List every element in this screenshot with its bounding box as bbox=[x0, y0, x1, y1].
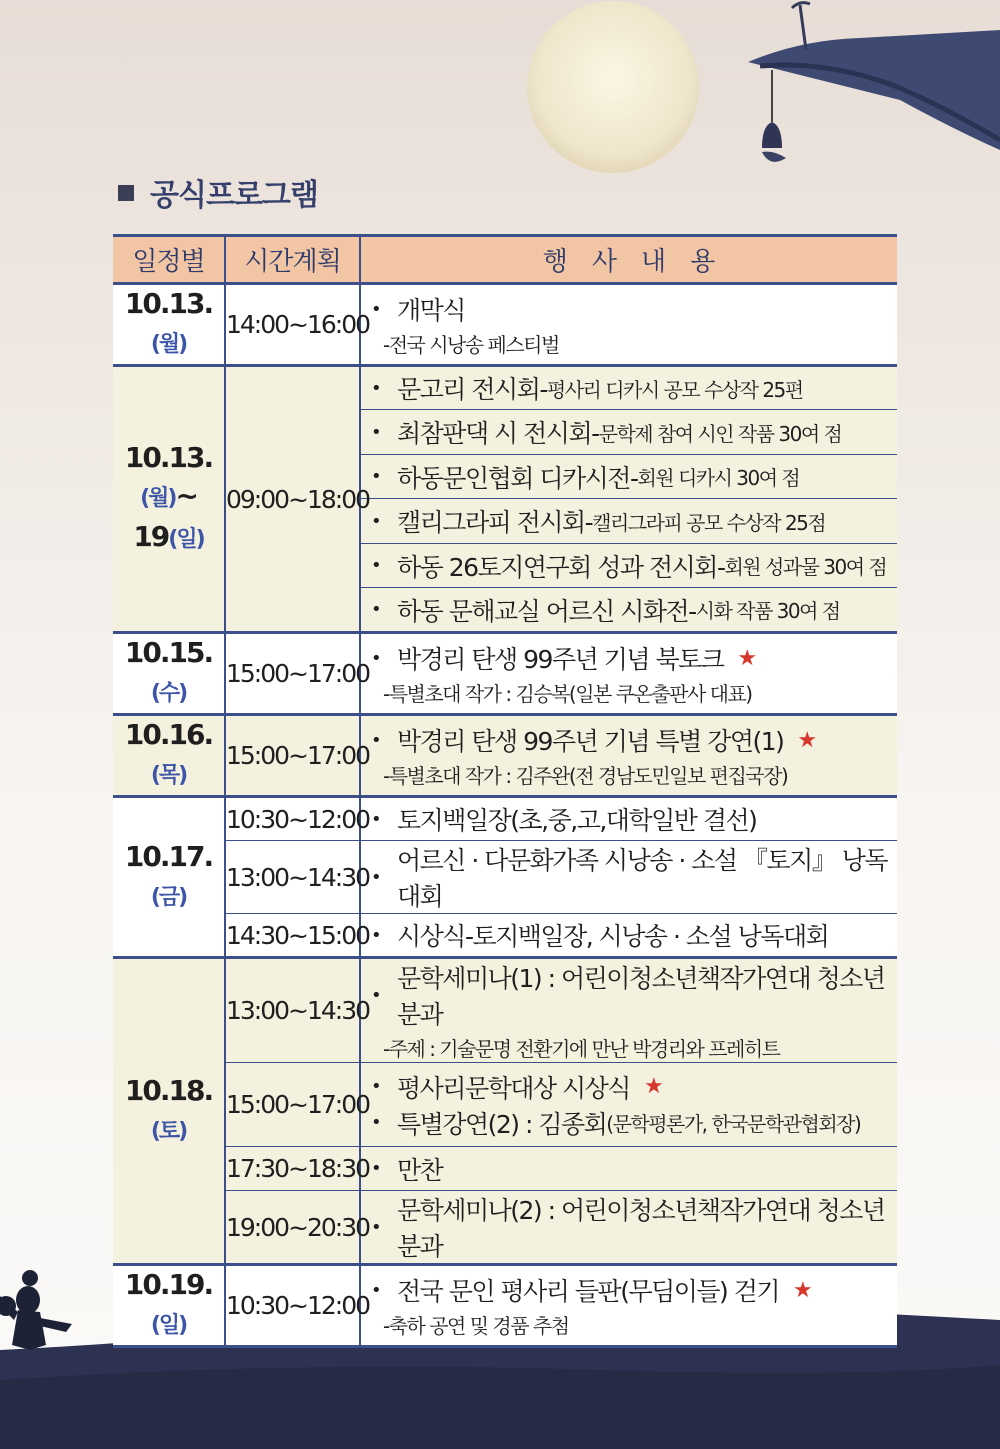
day-of-week: (월) bbox=[140, 486, 176, 511]
time-cell: 15:00~17:00 bbox=[225, 633, 360, 715]
time-cell: 13:00~14:30 bbox=[225, 841, 360, 914]
content-cell bbox=[360, 366, 897, 410]
content-cell bbox=[360, 797, 897, 841]
item-line bbox=[371, 1191, 897, 1263]
item-subtext: -축하 공연 및 경품 추첨 bbox=[383, 1314, 569, 1338]
table-row bbox=[113, 633, 897, 715]
item-detail: 회원 성과물 30여 점 bbox=[724, 555, 887, 579]
item-line bbox=[371, 841, 897, 913]
header-date: 일정별 bbox=[113, 236, 225, 284]
item-line bbox=[371, 1105, 897, 1141]
item-line bbox=[371, 414, 897, 450]
item-title: 개막식 bbox=[397, 296, 465, 325]
item-line bbox=[371, 640, 897, 676]
item-detail: 평사리 디카시 공모 수상작 25편 bbox=[546, 377, 803, 402]
date-cell bbox=[113, 284, 225, 366]
star-icon: ★ bbox=[737, 645, 756, 671]
bullet-icon: • bbox=[371, 1279, 381, 1301]
list-item bbox=[371, 548, 897, 584]
date-cell bbox=[113, 1265, 225, 1347]
day-of-week: (수) bbox=[150, 681, 187, 706]
hanok-roof-icon bbox=[748, 3, 1000, 150]
bullet-icon: • bbox=[371, 510, 381, 532]
list-item bbox=[371, 959, 897, 1062]
item-title: 캘리그라피 전시회- bbox=[397, 508, 593, 537]
content-cell bbox=[360, 914, 897, 958]
bullet-icon: • bbox=[371, 1112, 381, 1133]
item-line bbox=[371, 1069, 897, 1105]
item-line bbox=[371, 370, 897, 406]
table-row bbox=[113, 841, 897, 914]
time-cell: 14:00~16:00 bbox=[225, 284, 360, 366]
table-row bbox=[113, 1063, 897, 1147]
item-title: 토지백일장(초,중,고,대학일반 결선) bbox=[397, 806, 757, 835]
list-item bbox=[371, 503, 897, 539]
item-line bbox=[371, 801, 897, 837]
date-text: 10.13. bbox=[124, 441, 213, 474]
item-line bbox=[371, 503, 897, 539]
item-title: 하동 문해교실 어르신 시화전- bbox=[397, 596, 696, 626]
list-item bbox=[371, 1272, 897, 1339]
bullet-icon: • bbox=[371, 808, 381, 830]
date-text: 10.15. bbox=[124, 636, 213, 669]
item-title: 최참판댁 시 전시회- bbox=[397, 419, 599, 448]
content-cell bbox=[360, 499, 897, 544]
content-cell bbox=[360, 715, 897, 797]
item-detail: (문학평론가, 한국문학관협회장) bbox=[606, 1112, 861, 1136]
item-line bbox=[371, 548, 897, 584]
content-cell bbox=[360, 1265, 897, 1347]
content-cell bbox=[360, 841, 897, 914]
program-table bbox=[113, 234, 897, 1348]
day-of-week: (금) bbox=[150, 884, 187, 910]
time-cell: 13:00~14:30 bbox=[225, 958, 360, 1063]
item-title: 박경리 탄생 99주년 기념 북토크 bbox=[397, 645, 724, 674]
table-row bbox=[113, 1265, 897, 1347]
content-cell bbox=[360, 410, 897, 455]
table-header-row bbox=[113, 236, 897, 284]
item-line bbox=[371, 722, 897, 758]
bullet-icon: • bbox=[371, 1216, 381, 1238]
time-cell: 15:00~17:00 bbox=[225, 1063, 360, 1147]
time-cell: 09:00~18:00 bbox=[225, 366, 360, 633]
content-cell bbox=[360, 1191, 897, 1265]
item-line bbox=[371, 1151, 897, 1187]
list-item bbox=[371, 291, 897, 358]
list-item bbox=[371, 1151, 897, 1187]
table-row bbox=[113, 958, 897, 1063]
date-cell bbox=[113, 366, 225, 633]
bullet-icon: • bbox=[371, 984, 381, 1006]
item-line bbox=[371, 459, 897, 495]
content-cell bbox=[360, 284, 897, 366]
item-subtext: -전국 시낭송 페스티벌 bbox=[383, 333, 559, 357]
date-cell bbox=[113, 715, 225, 797]
content-cell bbox=[360, 633, 897, 715]
full-moon-icon bbox=[527, 1, 699, 173]
item-subtext: -특별초대 작가 : 김주완(전 경남도민일보 편집국장) bbox=[383, 764, 788, 788]
item-line bbox=[371, 291, 897, 327]
bullet-icon: • bbox=[371, 377, 381, 399]
bullet-icon: • bbox=[371, 599, 381, 620]
list-item bbox=[371, 414, 897, 450]
list-item bbox=[371, 722, 897, 789]
date-cell bbox=[113, 797, 225, 958]
bullet-icon: • bbox=[371, 866, 381, 888]
list-item bbox=[371, 917, 897, 953]
list-item bbox=[371, 640, 897, 707]
day-of-week-end: (일) bbox=[168, 527, 204, 552]
bullet-icon: • bbox=[371, 298, 381, 320]
dancing-figure-icon bbox=[0, 1270, 72, 1350]
day-of-week: (월) bbox=[150, 332, 187, 357]
item-subtext: -특별초대 작가 : 김승복(일본 쿠온출판사 대표) bbox=[383, 682, 752, 706]
date-cell bbox=[113, 958, 225, 1265]
bullet-icon: • bbox=[371, 1076, 381, 1097]
section-title-text: 공식프로그램 bbox=[150, 178, 318, 213]
date-range-sep: ~ bbox=[175, 479, 197, 512]
time-cell: 15:00~17:00 bbox=[225, 715, 360, 797]
item-title: 하동문인협회 디카시전- bbox=[397, 463, 638, 493]
table-row bbox=[113, 1191, 897, 1265]
item-detail: 회원 디카시 30여 점 bbox=[637, 466, 800, 490]
item-title: 만찬 bbox=[397, 1155, 443, 1185]
content-cell bbox=[360, 1063, 897, 1147]
bullet-icon: • bbox=[371, 466, 381, 487]
item-line bbox=[371, 959, 897, 1031]
item-title: 평사리문학대상 시상식 bbox=[397, 1073, 630, 1103]
content-cell bbox=[360, 958, 897, 1063]
date-text: 10.13. bbox=[124, 287, 213, 320]
list-item bbox=[371, 459, 897, 495]
time-cell: 10:30~12:00 bbox=[225, 1265, 360, 1347]
bullet-icon: • bbox=[371, 729, 381, 751]
content-cell bbox=[360, 1147, 897, 1191]
section-title bbox=[118, 170, 318, 214]
item-title: 전국 문인 평사리 들판(무딤이들) 걷기 bbox=[397, 1277, 780, 1306]
date-text: 10.18. bbox=[124, 1073, 213, 1107]
table-row bbox=[113, 1147, 897, 1191]
item-title: 박경리 탄생 99주년 기념 특별 강연(1) bbox=[397, 727, 784, 756]
bullet-icon: • bbox=[371, 421, 381, 443]
content-cell bbox=[360, 544, 897, 588]
item-detail: 캘리그라피 공모 수상작 25점 bbox=[592, 510, 826, 535]
date-text: 10.19. bbox=[124, 1268, 213, 1301]
time-cell: 10:30~12:00 bbox=[225, 797, 360, 841]
item-detail: 시화 작품 30여 점 bbox=[695, 599, 840, 623]
list-item bbox=[371, 1105, 897, 1141]
bullet-icon: • bbox=[371, 555, 381, 576]
item-line bbox=[371, 917, 897, 953]
item-title: 하동 26토지연구회 성과 전시회- bbox=[397, 552, 725, 582]
table-row bbox=[113, 715, 897, 797]
date-text: 10.17. bbox=[124, 839, 213, 873]
item-subtext: -주제 : 기술문명 전환기에 만난 박경리와 프레히트 bbox=[383, 1037, 780, 1061]
table-body bbox=[113, 284, 897, 1347]
item-title: 문고리 전시회- bbox=[397, 375, 547, 404]
bullet-icon: • bbox=[371, 1158, 381, 1179]
content-cell bbox=[360, 455, 897, 499]
item-title: 특별강연(2) : 김종회 bbox=[397, 1109, 607, 1139]
content-cell bbox=[360, 588, 897, 633]
list-item bbox=[371, 370, 897, 406]
date-cell bbox=[113, 633, 225, 715]
wind-bell-icon bbox=[762, 70, 786, 162]
table-row bbox=[113, 797, 897, 841]
date-text-end: 19 bbox=[133, 520, 169, 553]
table-row bbox=[113, 284, 897, 366]
header-time: 시간계획 bbox=[225, 236, 360, 284]
square-bullet-icon bbox=[118, 185, 134, 201]
table-row bbox=[113, 366, 897, 410]
item-title: 어르신 · 다문화가족 시낭송 · 소설 『토지』 낭독 대회 bbox=[397, 846, 888, 911]
list-item bbox=[371, 1191, 897, 1263]
day-of-week: (토) bbox=[150, 1118, 187, 1144]
star-icon: ★ bbox=[793, 1277, 812, 1303]
item-line bbox=[371, 1272, 897, 1308]
star-icon: ★ bbox=[797, 727, 816, 753]
bullet-icon: • bbox=[371, 924, 381, 946]
date-text: 10.16. bbox=[124, 718, 213, 751]
day-of-week: (목) bbox=[150, 763, 187, 788]
item-title: 문학세미나(2) : 어린이청소년책작가연대 청소년분과 bbox=[397, 1196, 885, 1261]
bullet-icon: • bbox=[371, 647, 381, 669]
time-cell: 19:00~20:30 bbox=[225, 1191, 360, 1265]
item-line bbox=[371, 592, 897, 628]
item-title: 문학세미나(1) : 어린이청소년책작가연대 청소년분과 bbox=[397, 964, 885, 1029]
time-cell: 14:30~15:00 bbox=[225, 914, 360, 958]
list-item bbox=[371, 1069, 897, 1105]
header-content: 행사내용 bbox=[360, 236, 897, 284]
item-detail: 문학제 참여 시인 작품 30여 점 bbox=[598, 421, 842, 446]
list-item bbox=[371, 592, 897, 628]
star-icon: ★ bbox=[643, 1074, 663, 1099]
day-of-week: (일) bbox=[150, 1313, 187, 1338]
time-cell: 17:30~18:30 bbox=[225, 1147, 360, 1191]
list-item bbox=[371, 841, 897, 913]
item-title: 시상식-토지백일장, 시낭송 · 소설 낭독대회 bbox=[397, 922, 829, 951]
list-item bbox=[371, 801, 897, 837]
table-row bbox=[113, 914, 897, 958]
